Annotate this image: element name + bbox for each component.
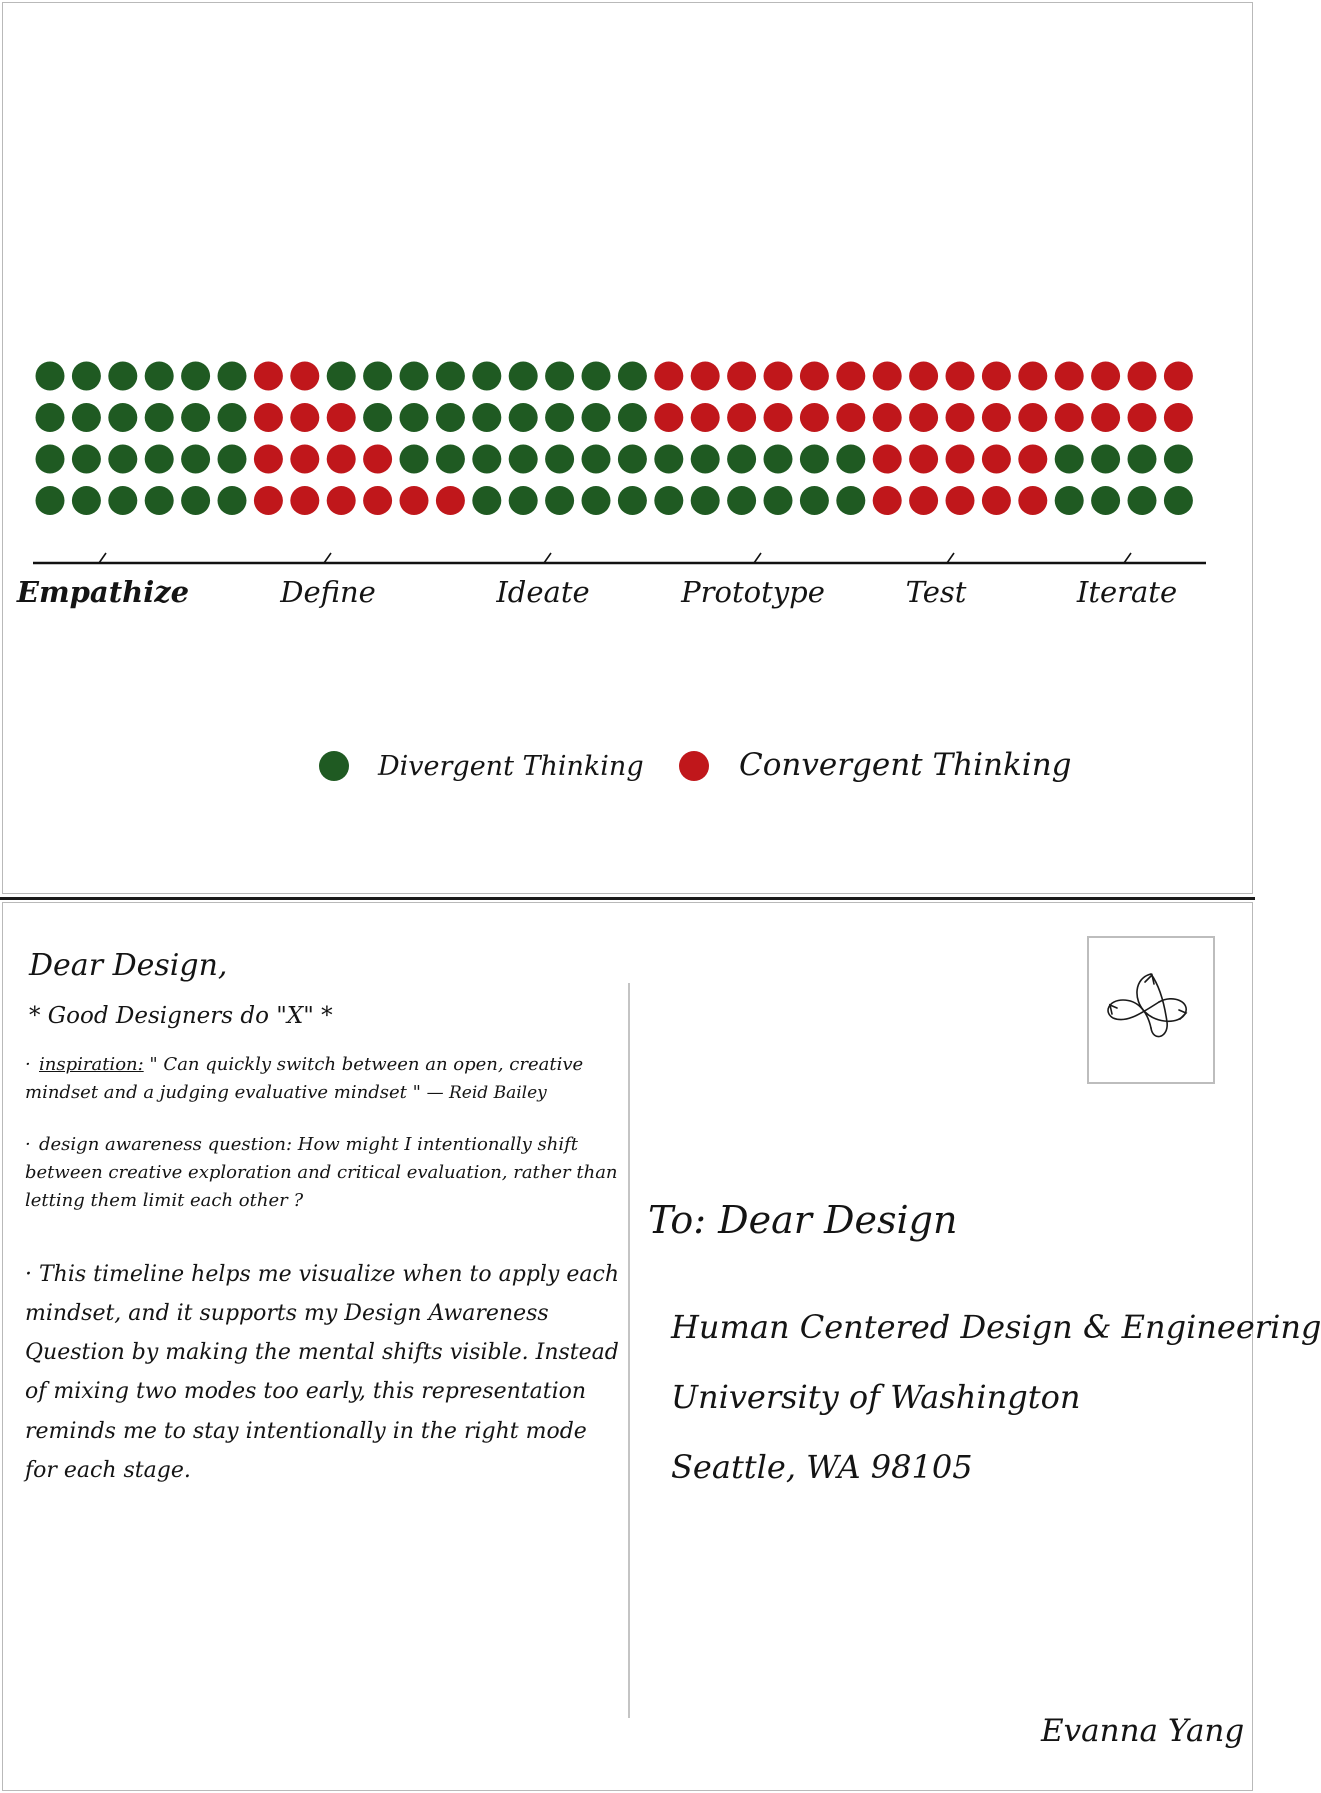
address-line-3: Seattle, WA 98105: [671, 1448, 973, 1486]
inspiration-bullet: · inspiration: " Can quickly switch between an open, creative mindset and a judging evaluative mindset " — Reid Bailey: [25, 1054, 584, 1103]
convergent-dot: [254, 403, 283, 432]
convergent-dot: [946, 362, 975, 391]
axis-tick: [1124, 553, 1131, 563]
divergent-dot: [400, 403, 429, 432]
stamp-box: [1087, 936, 1215, 1084]
divergent-dot: [72, 486, 101, 515]
divergent-dot: [218, 403, 247, 432]
divergent-dot: [1128, 486, 1157, 515]
divergent-dot: [181, 362, 210, 391]
divergent-dot: [691, 445, 720, 474]
convergent-dot: [1091, 403, 1120, 432]
divergent-dot: [472, 362, 501, 391]
question-bullet: · design awareness question: How might I intentionally shift between creative exploration and critical evaluation, rather than letting them limit each other ?: [25, 1134, 618, 1211]
divergent-dot: [727, 445, 756, 474]
convergent-dot: [1128, 403, 1157, 432]
divergent-dot: [545, 403, 574, 432]
convergent-dot: [290, 403, 319, 432]
center-divider-line: [628, 983, 630, 1718]
divergent-dot: [545, 445, 574, 474]
convergent-dot: [909, 403, 938, 432]
convergent-dot: [1018, 486, 1047, 515]
divergent-dot: [764, 445, 793, 474]
legend-divergent-label: Divergent Thinking: [378, 751, 644, 782]
divergent-dot: [545, 362, 574, 391]
divergent-dot: [1091, 486, 1120, 515]
divergent-dot: [618, 445, 647, 474]
convergent-dot: [1055, 403, 1084, 432]
convergent-dot: [982, 362, 1011, 391]
divergent-dot: [108, 445, 137, 474]
convergent-dot: [691, 403, 720, 432]
divergent-dot: [400, 445, 429, 474]
divergent-dot: [509, 362, 538, 391]
trefoil-cycle-icon: [1089, 938, 1213, 1082]
divergent-dot: [472, 445, 501, 474]
legend-divergent-dot: [319, 751, 349, 781]
convergent-dot: [1018, 362, 1047, 391]
convergent-dot: [764, 403, 793, 432]
divergent-dot: [618, 486, 647, 515]
legend-convergent-dot: [679, 751, 709, 781]
divergent-dot: [436, 362, 465, 391]
convergent-dot: [727, 362, 756, 391]
stage-label-ideate: Ideate: [496, 575, 590, 609]
letter-greeting: Dear Design,: [29, 948, 228, 983]
divergent-dot: [800, 445, 829, 474]
convergent-dot: [254, 445, 283, 474]
convergent-dot: [946, 486, 975, 515]
divergent-dot: [654, 445, 683, 474]
divergent-dot: [108, 403, 137, 432]
reflection-bullet: · This timeline helps me visualize when to apply each mindset, and it supports my Design Awareness Question by making the mental shifts visible. Instead of mixing two modes too early, this representation reminds me to stay intentionally in the right mode for each stage.: [25, 1262, 619, 1483]
convergent-dot: [909, 486, 938, 515]
divergent-dot: [618, 403, 647, 432]
convergent-dot: [254, 486, 283, 515]
axis-tick: [947, 553, 954, 563]
divergent-dot: [72, 403, 101, 432]
convergent-dot: [909, 445, 938, 474]
convergent-dot: [1164, 403, 1193, 432]
stage-label-iterate: Iterate: [1076, 575, 1178, 609]
divergent-dot: [145, 362, 174, 391]
divergent-dot: [509, 445, 538, 474]
convergent-dot: [254, 362, 283, 391]
design-awareness-question: design awareness question: How might I intentionally shift between creative exploration and critical evaluation, rather than letting them limit each other ?: [25, 1134, 618, 1211]
divergent-dot: [436, 445, 465, 474]
convergent-dot: [800, 362, 829, 391]
convergent-dot: [327, 403, 356, 432]
divergent-dot: [1091, 445, 1120, 474]
convergent-dot: [654, 362, 683, 391]
divergent-dot: [1055, 445, 1084, 474]
divergent-dot: [836, 486, 865, 515]
convergent-dot: [290, 486, 319, 515]
divergent-dot: [181, 445, 210, 474]
divergent-dot: [1128, 445, 1157, 474]
legend-convergent-label: Convergent Thinking: [739, 747, 1072, 783]
convergent-dot: [327, 445, 356, 474]
divergent-dot: [363, 362, 392, 391]
divergent-dot: [1164, 486, 1193, 515]
divergent-dot: [509, 486, 538, 515]
convergent-dot: [946, 445, 975, 474]
convergent-dot: [436, 486, 465, 515]
divergent-dot: [582, 445, 611, 474]
address-to-line: To: Dear Design: [648, 1198, 958, 1242]
axis-tick: [754, 553, 761, 563]
divergent-dot: [800, 486, 829, 515]
convergent-dot: [836, 403, 865, 432]
divergent-dot: [727, 486, 756, 515]
axis-ticks: [99, 553, 1131, 563]
divergent-dot: [36, 362, 65, 391]
divergent-dot: [1055, 486, 1084, 515]
divergent-dot: [654, 486, 683, 515]
divergent-dot: [691, 486, 720, 515]
divergent-dot: [218, 445, 247, 474]
signature: Evanna Yang: [1041, 1713, 1245, 1749]
divergent-dot: [108, 486, 137, 515]
divergent-dot: [181, 486, 210, 515]
convergent-dot: [909, 362, 938, 391]
divergent-dot: [1164, 445, 1193, 474]
divergent-dot: [436, 403, 465, 432]
divergent-dot: [145, 486, 174, 515]
convergent-dot: [873, 445, 902, 474]
convergent-dot: [691, 362, 720, 391]
convergent-dot: [1055, 362, 1084, 391]
convergent-dot: [1018, 445, 1047, 474]
postcard-front: [2, 2, 1253, 894]
convergent-dot: [873, 486, 902, 515]
divergent-dot: [218, 486, 247, 515]
axis-tick: [324, 553, 331, 563]
inspiration-quote: " Can quickly switch between an open, creative mindset and a judging evaluative mindset ": [25, 1054, 584, 1103]
divergent-dot: [582, 403, 611, 432]
address-line-1: Human Centered Design & Engineering: [671, 1308, 1321, 1346]
convergent-dot: [290, 445, 319, 474]
convergent-dot: [400, 486, 429, 515]
divergent-dot: [400, 362, 429, 391]
convergent-dot: [1018, 403, 1047, 432]
inspiration-label: inspiration:: [39, 1054, 144, 1075]
axis-tick: [544, 553, 551, 563]
divergent-dot: [509, 403, 538, 432]
stage-label-test: Test: [905, 575, 967, 609]
axis-tick: [99, 553, 106, 563]
divergent-dot: [618, 362, 647, 391]
convergent-dot: [946, 403, 975, 432]
address-line-2: University of Washington: [671, 1378, 1081, 1416]
divergent-dot: [218, 362, 247, 391]
convergent-dot: [727, 403, 756, 432]
convergent-dot: [982, 486, 1011, 515]
convergent-dot: [836, 362, 865, 391]
dot-grid: [36, 362, 1193, 516]
divergent-dot: [327, 362, 356, 391]
convergent-dot: [873, 403, 902, 432]
divergent-dot: [181, 403, 210, 432]
divergent-dot: [36, 486, 65, 515]
card-divider: [0, 897, 1255, 900]
divergent-dot: [36, 403, 65, 432]
convergent-dot: [982, 445, 1011, 474]
divergent-dot: [472, 403, 501, 432]
divergent-dot: [472, 486, 501, 515]
divergent-dot: [836, 445, 865, 474]
convergent-dot: [1164, 362, 1193, 391]
stage-label-prototype: Prototype: [681, 575, 825, 609]
convergent-dot: [290, 362, 319, 391]
convergent-dot: [363, 445, 392, 474]
divergent-dot: [72, 445, 101, 474]
convergent-dot: [800, 403, 829, 432]
convergent-dot: [873, 362, 902, 391]
divergent-dot: [363, 403, 392, 432]
divergent-dot: [36, 445, 65, 474]
divergent-dot: [72, 362, 101, 391]
stage-label-define: Define: [280, 575, 376, 609]
postcard-back: [2, 902, 1321, 1791]
convergent-dot: [363, 486, 392, 515]
divergent-dot: [145, 403, 174, 432]
divergent-dot: [108, 362, 137, 391]
stage-label-empathize: Empathize: [16, 575, 190, 609]
reflection-text: This timeline helps me visualize when to apply each mindset, and it supports my Design Awareness Question by making the mental shifts visible. Instead of mixing two modes too early, this representation reminds me to stay intentionally in the right mode for each stage.: [25, 1262, 619, 1483]
inspiration-author: — Reid Bailey: [426, 1082, 547, 1103]
convergent-dot: [327, 486, 356, 515]
convergent-dot: [1128, 362, 1157, 391]
convergent-dot: [982, 403, 1011, 432]
divergent-dot: [145, 445, 174, 474]
divergent-dot: [582, 486, 611, 515]
divergent-dot: [582, 362, 611, 391]
convergent-dot: [654, 403, 683, 432]
convergent-dot: [764, 362, 793, 391]
divergent-dot: [764, 486, 793, 515]
convergent-dot: [1091, 362, 1120, 391]
letter-heading: * Good Designers do "X" *: [29, 1003, 333, 1029]
divergent-dot: [545, 486, 574, 515]
